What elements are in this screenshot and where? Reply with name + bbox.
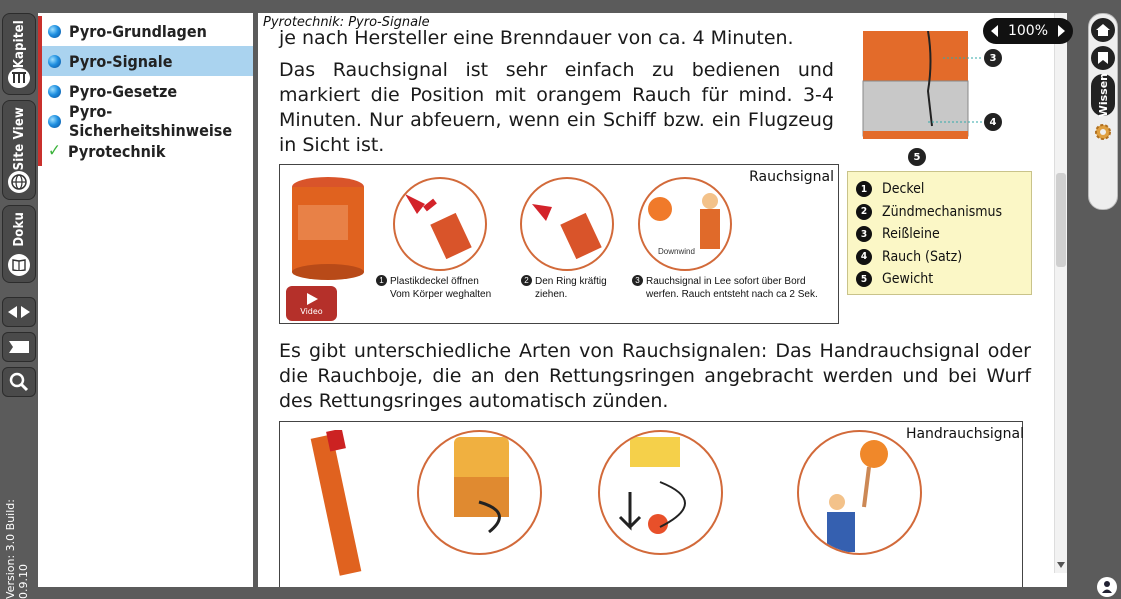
flare-illustration <box>305 430 395 580</box>
user-icon <box>1101 580 1113 594</box>
chapter-item-pyro-sicherheitshinweise[interactable] <box>38 102 253 140</box>
chapter-label: Pyro-Gesetze <box>69 81 178 101</box>
step-2-illustration <box>520 177 614 271</box>
chapter-item-pyro-signale[interactable] <box>38 46 253 76</box>
search-button[interactable] <box>2 367 36 397</box>
handrauch-step-1 <box>417 430 542 555</box>
chapter-item-pyrotechnik[interactable] <box>38 136 253 166</box>
caption-text: Plastikdeckel öffnen Vom Körper weghalten <box>390 276 492 300</box>
step-1-illustration <box>393 177 487 271</box>
caption-number: 2 <box>521 275 532 286</box>
caption-number: 3 <box>632 275 643 286</box>
chapter-label: Pyro-Signale <box>69 51 173 71</box>
version-info: Version: 3.0 Build: 0.9.10 <box>4 499 30 599</box>
smoke-can-photo <box>288 175 368 280</box>
gear-icon <box>1092 121 1114 143</box>
bullet-icon <box>48 55 61 68</box>
legend-item: 3 Reißleine <box>856 223 1023 246</box>
chapter-label: Pyro-Grundlagen <box>69 21 207 41</box>
handrauch-step-3 <box>797 430 922 555</box>
right-toolbar <box>1088 13 1118 210</box>
legend-box <box>847 171 1032 295</box>
tab-site-view[interactable] <box>2 100 36 200</box>
bullet-icon <box>48 115 61 128</box>
handrauch-step-2 <box>598 430 723 555</box>
caption-step-1 <box>376 275 496 301</box>
content-page <box>258 13 1067 587</box>
tab-doku[interactable] <box>2 205 36 283</box>
tab-kapitel[interactable] <box>2 13 36 95</box>
figure-label: Handrauchsignal <box>905 426 1024 442</box>
paragraph-rauchsignal: Das Rauchsignal ist sehr einfach zu bedienen und markiert die Position mit orangem Rauch für mind. 3-4 Minuten. Nur abfeuern, wenn ein Schiff bzw. ein Flugzeug in Sicht ist. <box>279 59 834 156</box>
vertical-scrollbar[interactable] <box>1054 13 1067 573</box>
caption-step-2 <box>521 275 621 301</box>
settings-button[interactable] <box>1091 120 1115 144</box>
chapter-item-pyro-grundlagen[interactable] <box>38 16 253 46</box>
callout-4: 4 <box>984 113 1002 131</box>
arrows-left-right-icon <box>6 305 32 319</box>
bookmark-button[interactable] <box>2 332 36 362</box>
search-icon <box>9 372 29 392</box>
scrollbar-thumb[interactable] <box>1056 173 1066 267</box>
chapter-list <box>38 13 253 587</box>
check-icon: ✓ <box>48 141 61 161</box>
bookmarks-button[interactable] <box>1091 46 1115 70</box>
zoom-level: 100% <box>1007 23 1049 39</box>
tab-site-view-label: Site View <box>11 107 27 171</box>
figure-rauchsignal <box>279 164 839 324</box>
columns-icon <box>8 68 30 88</box>
book-icon <box>8 254 30 276</box>
legend-item: 1 Deckel <box>856 178 1023 201</box>
caption-text: Rauchsignal in Lee sofort über Bord werfen. Rauch entsteht nach ca 2 Sek. <box>646 276 818 300</box>
video-button[interactable] <box>286 286 337 321</box>
chapter-label: Pyrotechnik <box>68 141 166 161</box>
home-button[interactable] <box>1091 18 1115 42</box>
figure-handrauchsignal <box>279 421 1023 587</box>
zoom-in-icon[interactable] <box>1057 24 1067 38</box>
figure-label: Rauchsignal <box>749 169 834 185</box>
flag-icon <box>8 340 30 354</box>
globe-icon <box>8 171 30 193</box>
bookmark-icon <box>1097 51 1109 65</box>
user-button[interactable] <box>1097 577 1117 597</box>
step-3-illustration <box>638 177 732 271</box>
paragraph-brenndauer: je nach Hersteller eine Brenndauer von ca. 4 Minuten. <box>279 27 794 49</box>
legend-item: 5 Gewicht <box>856 268 1023 291</box>
tab-doku-label: Doku <box>11 212 27 247</box>
zoom-out-icon[interactable] <box>989 24 999 38</box>
scroll-down-icon[interactable] <box>1055 560 1067 570</box>
play-icon <box>305 292 319 306</box>
breadcrumb: Pyrotechnik: Pyro-Signale <box>263 15 430 30</box>
bullet-icon <box>48 85 61 98</box>
video-label: Video <box>300 306 323 316</box>
wissen-label: Wissen <box>1096 72 1110 118</box>
caption-number: 1 <box>376 275 387 286</box>
chapter-label: Pyro-Sicherheitshinweise <box>69 102 233 140</box>
smoke-can-diagram <box>858 31 1028 166</box>
wissen-button[interactable] <box>1091 74 1115 116</box>
home-icon <box>1095 23 1111 37</box>
legend-item: 4 Rauch (Satz) <box>856 246 1023 269</box>
zoom-control <box>983 18 1073 44</box>
prev-next-button[interactable] <box>2 297 36 327</box>
legend-item: 2 Zündmechanismus <box>856 201 1023 224</box>
downwind-label: Downwind <box>658 247 695 256</box>
caption-text: Den Ring kräftig ziehen. <box>535 276 607 300</box>
callout-3: 3 <box>984 49 1002 67</box>
paragraph-arten: Es gibt unterschiedliche Arten von Rauchsignalen: Das Handrauchsignal oder die Rauchboje, die an den Rettungsringen angebracht werden und bei Wurf des Rettungsringes automatisch zünden. <box>279 340 1031 412</box>
tab-kapitel-label: Kapitel <box>11 20 27 69</box>
callout-5: 5 <box>908 148 926 166</box>
caption-step-3 <box>632 275 832 301</box>
bullet-icon <box>48 25 61 38</box>
